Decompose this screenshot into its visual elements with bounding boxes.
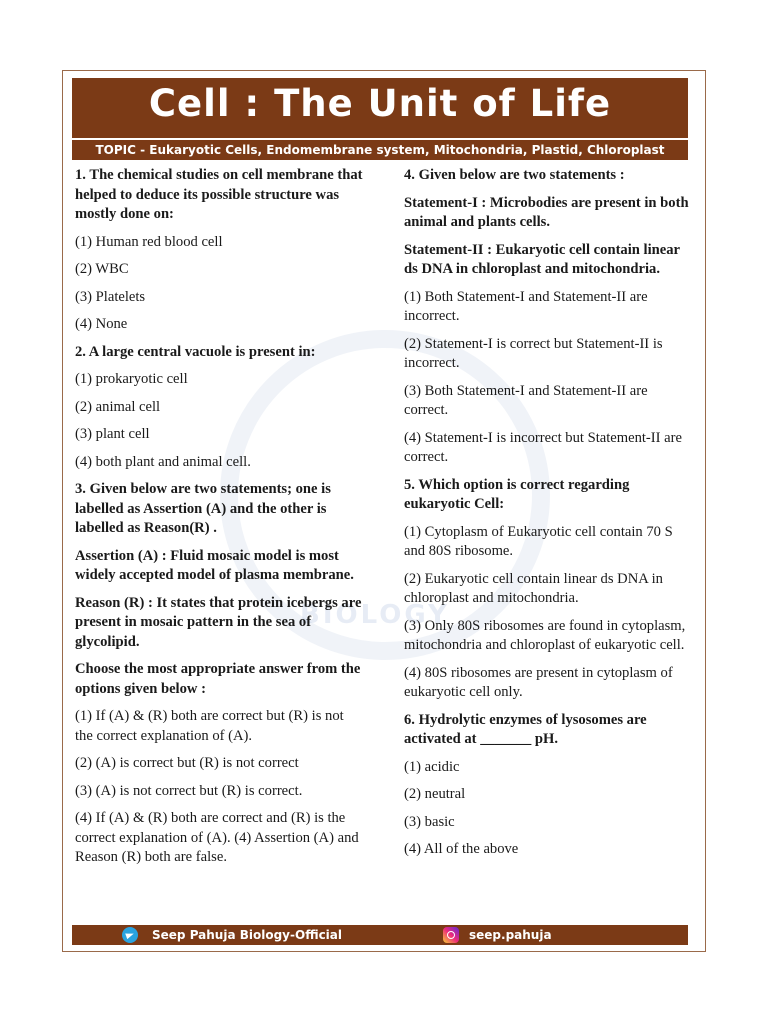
option: (1) acidic [404, 758, 460, 775]
option: (3) Both Statement-I and Statement-II are correct. [404, 382, 648, 418]
option: (1) Cytoplasm of Eukaryotic cell contain 70 S and 80S ribosome. [404, 523, 673, 559]
option: (2) neutral [404, 786, 466, 802]
page-title: Cell : The Unit of Life [148, 82, 612, 125]
assertion: Assertion (A) : Fluid mosaic model is most widely accepted model of plasma membrane. [75, 547, 354, 583]
option: (1) Human red blood cell [75, 233, 223, 250]
question-5: 5. Which option is correct regarding eukaryotic Cell: [404, 476, 630, 512]
option: (2) animal cell [75, 398, 161, 415]
question-3: 3. Given below are two statements; one is labelled as Assertion (A) and the other is labelled as Reason(R) . [75, 481, 331, 536]
title-banner [72, 78, 688, 138]
option: (4) If (A) & (R) both are correct and (R) is the correct explanation of (A). (4) Assertion (A) and Reason (R) both are false. [75, 810, 359, 865]
option: (2) WBC [75, 261, 129, 277]
option: (2) (A) is correct but (R) is not correct [75, 755, 299, 771]
right-column [404, 166, 694, 868]
telegram-link[interactable]: Seep Pahuja Biology-Official [152, 928, 343, 942]
reason: Reason (R) : It states that protein icebergs are present in mosaic pattern in the sea of glycolipid. [75, 594, 362, 650]
telegram-icon[interactable] [122, 927, 138, 943]
option: (3) Platelets [75, 288, 146, 305]
footer-bar [72, 925, 688, 945]
question-2: 2. A large central vacuole is present in: [75, 343, 316, 360]
left-column [75, 166, 365, 876]
option: (4) None [75, 316, 128, 332]
option: (3) (A) is not correct but (R) is correct. [75, 782, 303, 799]
option: (1) If (A) & (R) both are correct but (R) is not the correct explanation of (A). [75, 708, 344, 744]
option: (4) both plant and animal cell. [75, 453, 251, 470]
option: (1) prokaryotic cell [75, 371, 188, 387]
question-1: 1. The chemical studies on cell membrane that helped to deduce its possible structure was mostly done on: [75, 167, 363, 222]
question-4: 4. Given below are two statements : [404, 167, 625, 183]
question-6: 6. Hydrolytic enzymes of lysosomes are activated at _______ pH. [404, 711, 647, 747]
instagram-icon[interactable] [443, 927, 459, 943]
option: (3) basic [404, 813, 455, 830]
watermark-text: BIOLOGY [300, 600, 450, 630]
option: (4) All of the above [404, 841, 519, 857]
option: (1) Both Statement-I and Statement-II are incorrect. [404, 288, 648, 324]
statement-2: Statement-II : Eukaryotic cell contain linear ds DNA in chloroplast and mitochondria. [404, 241, 680, 277]
instruction: Choose the most appropriate answer from the options given below : [75, 661, 361, 697]
topic-bar: TOPIC - Eukaryotic Cells, Endomembrane system, Mitochondria, Plastid, Chloroplast [72, 140, 688, 160]
instagram-link[interactable]: seep.pahuja [469, 928, 552, 942]
option: (2) Eukaryotic cell contain linear ds DNA in chloroplast and mitochondria. [404, 570, 663, 606]
option: (3) plant cell [75, 426, 150, 442]
option: (4) Statement-I is incorrect but Statement-II are correct. [404, 429, 682, 465]
option: (4) 80S ribosomes are present in cytoplasm of eukaryotic cell only. [404, 664, 673, 700]
statement-1: Statement-I : Microbodies are present in both animal and plants cells. [404, 194, 689, 230]
option: (2) Statement-I is correct but Statement-II is incorrect. [404, 335, 663, 371]
option: (3) Only 80S ribosomes are found in cytoplasm, mitochondria and chloroplast of eukaryotic cell. [404, 617, 686, 653]
